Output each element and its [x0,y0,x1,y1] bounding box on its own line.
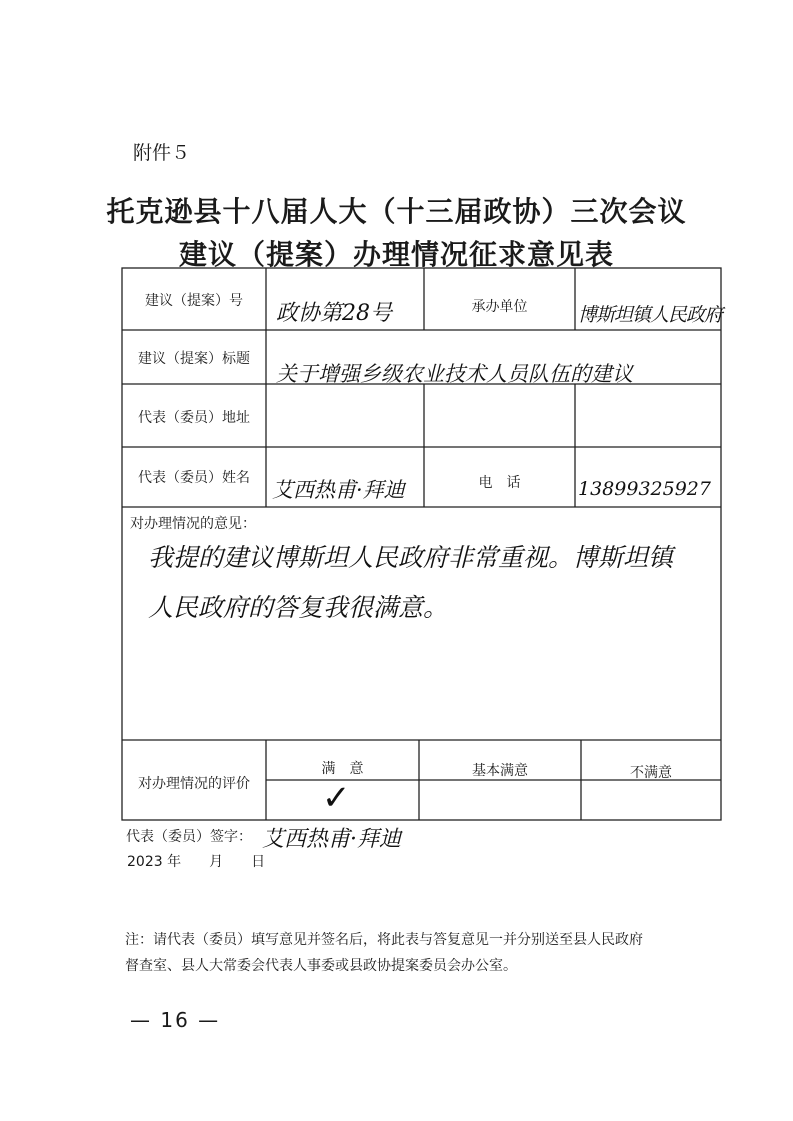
opinion-text-line2: 人民政府的答复我很满意。 [148,593,449,622]
proposal-number-label: 建议（提案）号 [145,293,243,309]
name-label: 代表（委员）姓名 [138,470,250,486]
opinion-text-line1: 我提的建议博斯坦人民政府非常重视。博斯坦镇 [148,543,674,572]
handling-unit-label: 承办单位 [471,299,528,315]
rating-label: 对办理情况的评价 [138,776,250,792]
signature-date: 2023 年 月 日 [127,854,266,870]
rating-satisfied-label: 满 意 [321,761,364,777]
handling-unit-value: 博斯坦镇人民政府 [578,304,723,326]
check-mark-icon: ✓ [322,778,351,818]
phone-value: 13899325927 [578,478,711,500]
proposal-title-label: 建议（提案）标题 [138,351,250,367]
name-value: 艾西热甫·拜迪 [272,478,405,502]
phone-label: 电 话 [478,475,521,491]
page-number: — 16 — [130,1008,221,1032]
proposal-title-value: 关于增强乡级农业技术人员队伍的建议 [276,362,633,386]
note-line1: 注：请代表（委员）填写意见并签名后，将此表与答复意见一并分别送至县人民政府 [125,932,643,948]
proposal-number-value: 政协第28号 [276,301,392,326]
signature-value: 艾西热甫·拜迪 [262,827,401,852]
document-title-line2: 建议（提案）办理情况征求意见表 [178,238,614,271]
attachment-label: 附件５ [133,142,191,164]
address-label: 代表（委员）地址 [138,410,250,426]
rating-dissatisfied-label: 不满意 [630,765,672,781]
rating-basically-satisfied-label: 基本满意 [472,763,528,779]
note-line2: 督查室、县人大常委会代表人事委或县政协提案委员会办公室。 [125,958,517,974]
opinion-label: 对办理情况的意见： [130,516,256,532]
document-title-line1: 托克逊县十八届人大（十三届政协）三次会议 [106,195,687,228]
signature-label: 代表（委员）签字： [126,829,252,845]
